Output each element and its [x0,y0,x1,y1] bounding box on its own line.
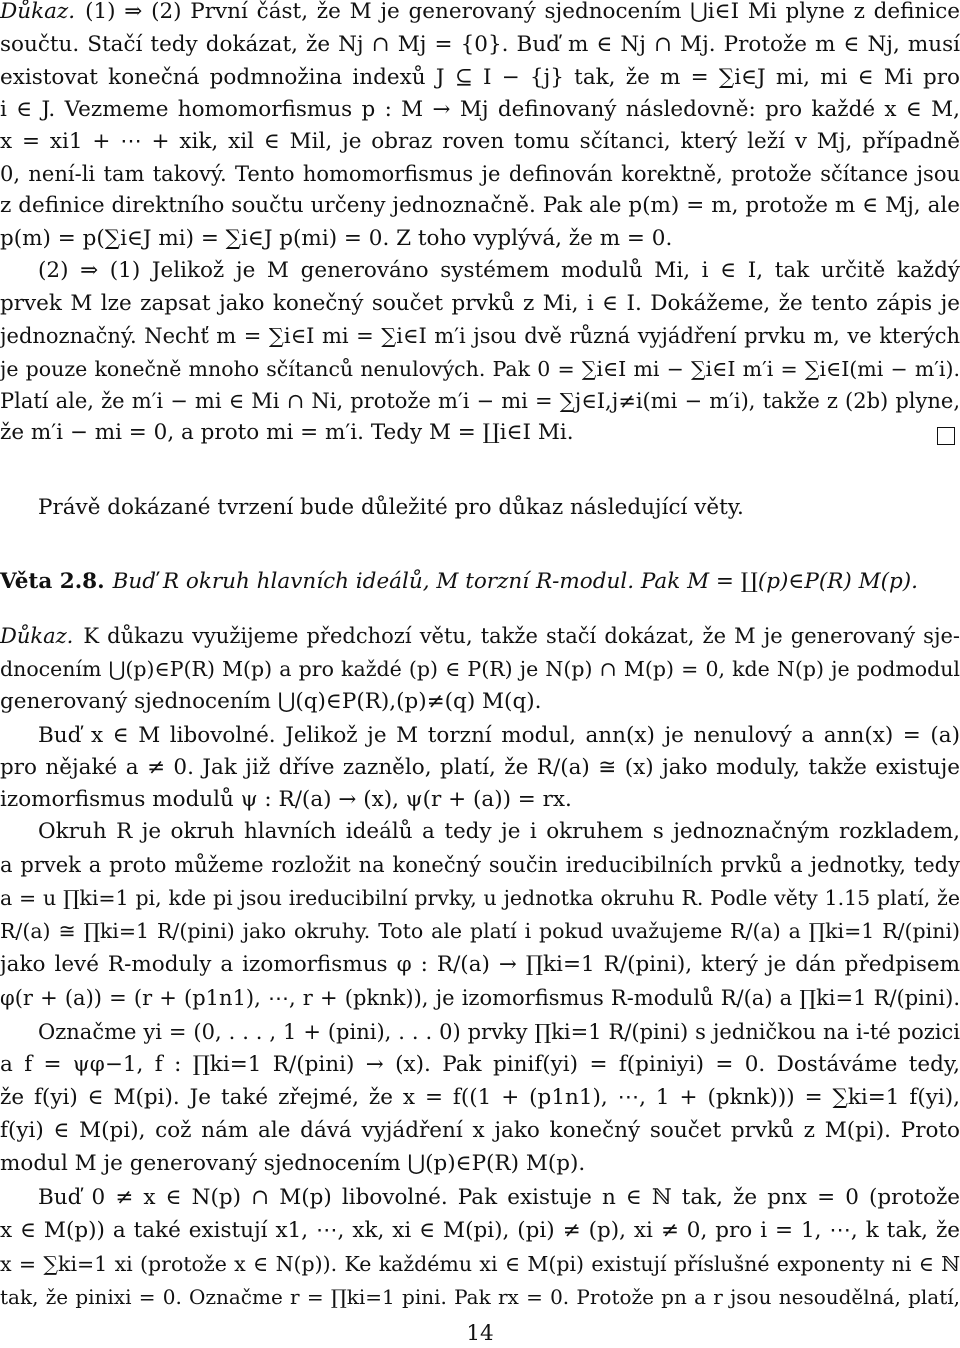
proof1-line-8: p(m) = p(∑i∈J mi) = ∑i∈J p(mi) = 0. Z toho vyplývá, že m = 0. [0,226,673,251]
proof2-line-13: Označme yi = (0, . . . , 1 + (pini), . . . 0) prvky ∏ki=1 R/(pini) s jedničkou na i-té pozici [38,1020,960,1044]
proof2-line-18: Buď 0 ≠ x ∈ N(p) ∩ M(p) libovolné. Pak existuje n ∈ ℕ tak, že pnx = 0 (protože [38,1185,960,1210]
page-number: 14 [466,1321,494,1346]
proof2-line-14: a f = ψφ−1, f : ∏ki=1 R/(pini) → (x). Pak pinif(yi) = f(piniyi) = 0. Dostáváme tedy, [0,1052,960,1077]
proof1-line-5: x = xi1 + ⋯ + xik, xil ∈ Mil, je obraz roven tomu sčítanci, který leží v Mj, případně [0,129,960,154]
proof2-line-1: Důkaz. K důkazu využijeme předchozí větu, takže stačí dokázat, že M je generovaný sje- [0,624,960,648]
qed-square-icon [937,427,955,445]
proof2-line-6: izomorfismus modulů ψ : R/(a) → (x), ψ(r + (a)) = rx. [0,787,572,812]
proof2-line-10: R/(a) ≅ ∏ki=1 R/(pini) jako okruhy. Toto ale platí i pokud uvažujeme R/(a) a ∏ki=1 R/(pini) [0,919,960,943]
proof2-line-17: modul M je generovaný sjednocením ⋃(p)∈P(R) M(p). [0,1151,586,1176]
proof2-line-3: generovaný sjednocením ⋃(q)∈P(R),(p)≠(q) M(q). [0,689,542,714]
proof1-line-9: (2) ⇒ (1) Jelikož je M generováno systémem modulů Mi, i ∈ I, tak určitě každý [38,258,960,283]
proof2-line-4: Buď x ∈ M libovolné. Jelikož je M torzní modul, ann(x) je nenulový a ann(x) = (a) [38,723,960,748]
theorem-2-8 [0,568,960,596]
proof1-line-4: i ∈ J. Vezmeme homomorfismus p : M → Mj definovaný následovně: pro každé x ∈ M, [0,97,960,122]
proof2-line-5: pro nějaké a ≠ 0. Jak již dříve zaznělo, platí, že R/(a) ≅ (x) jako moduly, takže existuje [0,755,960,780]
proof1-line-10: prvek M lze zapsat jako konečný součet prvků z Mi, i ∈ I. Dokážeme, že tento zápis je [0,291,960,316]
proof2-line-12: φ(r + (a)) = (r + (p1n1), ⋯, r + (pknk)), je izomorfismus R-modulů R/(a) a ∏ki=1 R/(pini). [0,986,960,1010]
proof1-line-6: 0, není-li tam takový. Tento homomorfismus je definován korektně, protože sčítance jsou [0,162,960,186]
proof1-text: (1) ⇒ (2) První část, že M je generovaný sjednocením ⋃i∈I Mi plyne z definice [85,0,960,24]
proof1-line-14: že m′i − mi = 0, a proto mi = m′i. Tedy M = ∐i∈I Mi. [0,420,574,445]
proof1-line-1 [0,0,960,26]
proof2-line-21: tak, že pinixi = 0. Označme r = ∏ki=1 pini. Pak rx = 0. Protože pn a r jsou nesoudělná, platí, [0,1285,960,1309]
remark: Právě dokázané tvrzení bude důležité pro důkaz následující věty. [38,495,744,520]
proof1-line-7: z definice direktního součtu určeny jednoznačně. Pak ale p(m) = m, protože m ∈ Mj, ale [0,193,960,218]
proof2-line-20: x = ∑ki=1 xi (protože x ∈ N(p)). Ke každému xi ∈ M(pi) existují příslušné exponenty ni ∈ ℕ [0,1252,960,1276]
proof2-line-2: dnocením ⋃(p)∈P(R) M(p) a pro každé (p) ∈ P(R) je N(p) ∩ M(p) = 0, kde N(p) je podmodul [0,657,960,681]
theorem-label: Věta 2.8. [0,569,105,594]
proof1-line-13: Platí ale, že m′i − mi ∈ Mi ∩ Ni, protože m′i − mi = ∑j∈I,j≠i(mi − m′i), takže z (2b) plyne, [0,389,960,413]
proof2-label: Důkaz. [0,624,74,648]
proof1-line-12: je pouze konečně mnoho sčítanců nenulových. Pak 0 = ∑i∈I mi − ∑i∈I m′i = ∑i∈I(mi − m′i). [0,357,960,381]
proof1-line-3: existovat konečná podmnožina indexů J ⊆ I − {j} tak, že m = ∑i∈J mi, mi ∈ Mi pro [0,65,960,90]
proof-label: Důkaz. [0,0,76,24]
proof2-line-16: f(yi) ∈ M(pi), což nám ale dává vyjádření x jako konečný součet prvků z M(pi). Proto [0,1118,960,1143]
proof2-line-8: a prvek a proto můžeme rozložit na konečný součin ireducibilních prvků a jednotky, tedy [0,853,960,877]
proof2-line-11: jako levé R-moduly a izomorfismus φ : R/(a) → ∏ki=1 R/(pini), který je dán předpisem [0,952,960,977]
proof2-line-9: a = u ∏ki=1 pi, kde pi jsou ireducibilní prvky, u jednotka okruhu R. Podle věty 1.15 platí, že [0,886,960,910]
proof2-line-7: Okruh R je okruh hlavních ideálů a tedy je i okruhem s jednoznačným rozkladem, [38,819,960,844]
proof2-line-15: že f(yi) ∈ M(pi). Je také zřejmé, že x = f((1 + (p1n1), ⋯, 1 + (pknk))) = ∑ki=1 f(yi), [0,1085,960,1110]
proof1-line-2: součtu. Stačí tedy dokázat, že Nj ∩ Mj = {0}. Buď m ∈ Nj ∩ Mj. Protože m ∈ Nj, musí [0,32,960,57]
proof2-line-19: x ∈ M(p)) a také existují x1, ⋯, xk, xi ∈ M(pi), (pi) ≠ (p), xi ≠ 0, pro i = 1, ⋯, k tak, že [0,1218,960,1243]
theorem-statement: Buď R okruh hlavních ideálů, M torzní R-modul. Pak M = ∐(p)∈P(R) M(p). [112,569,919,594]
proof1-line-11: jednoznačný. Nechť m = ∑i∈I mi = ∑i∈I m′i jsou dvě různá vyjádření prvku m, ve kterých [0,324,960,348]
